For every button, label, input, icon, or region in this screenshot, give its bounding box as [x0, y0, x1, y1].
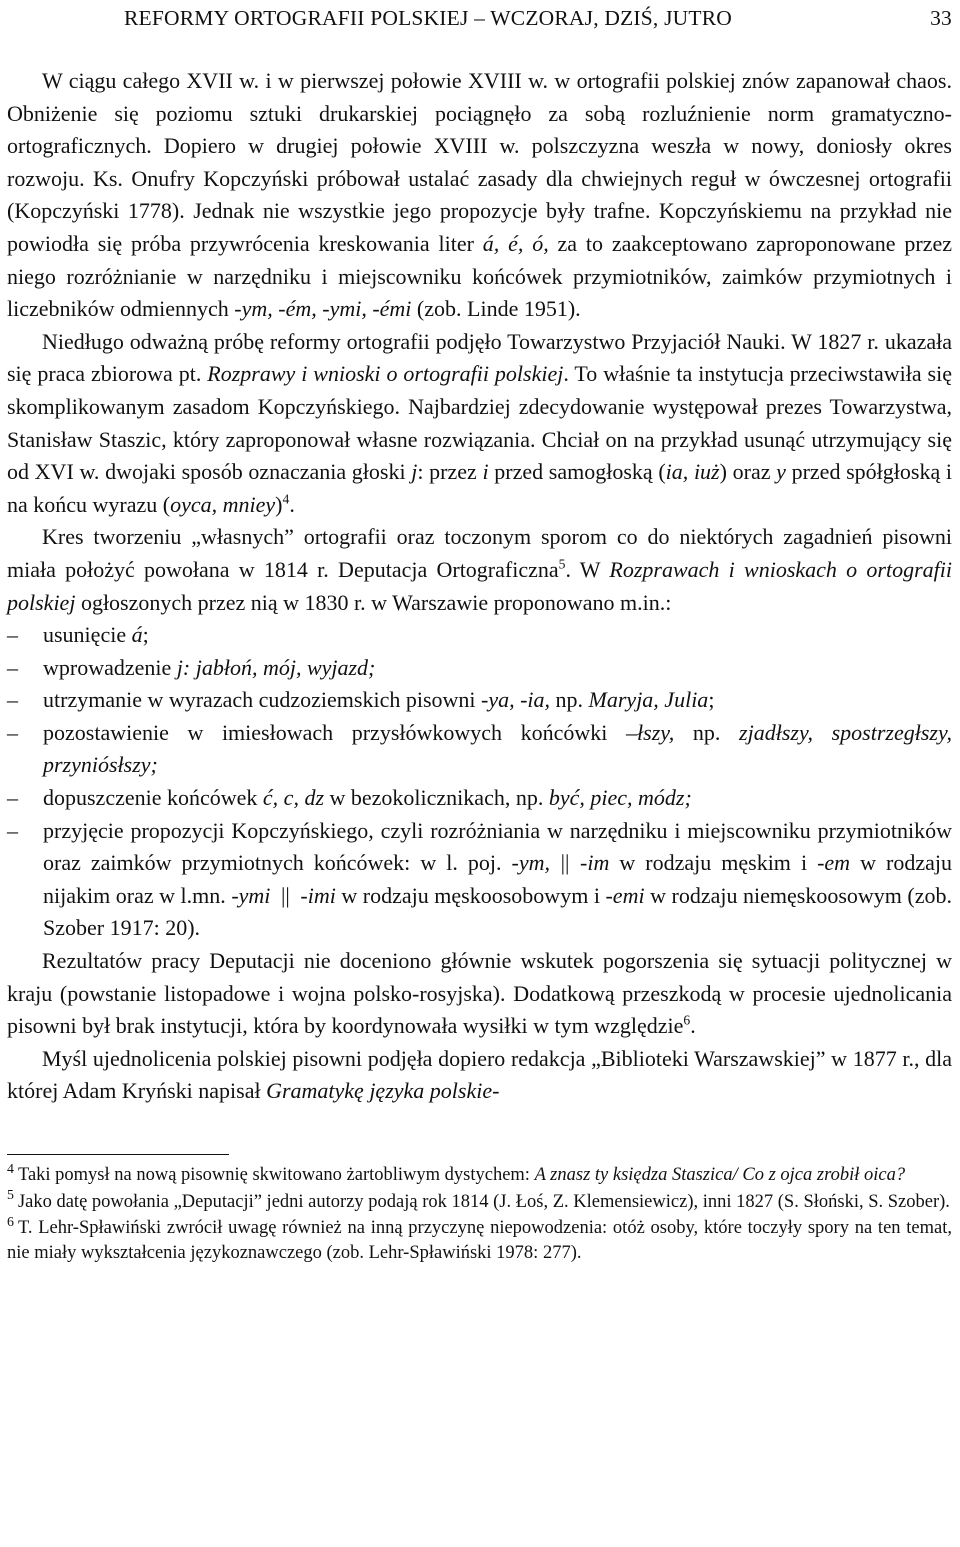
text-run: dopuszczenie końcówek	[43, 785, 263, 811]
footnote-number: 4	[7, 1161, 14, 1177]
text-run: wprowadzenie	[43, 654, 177, 680]
text-run: Taki pomysł na nową pisownię skwitowano żartobliwym dystychem:	[17, 1165, 535, 1185]
italic-run: j: jabłoń, mój, wyjazd;	[176, 654, 376, 680]
italic-run: ć, c, dz	[262, 785, 325, 811]
text-run: np.	[674, 719, 740, 745]
text-run: utrzymanie w wyrazach cudzoziemskich pisowni	[43, 687, 482, 713]
text-run: Rezultatów pracy Deputacji nie doceniono głównie wskutek pogorszenia się sytuacji politycznej w kraju (powstanie listopadowe i wojna polsko-rosyjska). Dodatkową przeszkodą w procesie ujednolicania pisowni był brak instytucji, która by koordynowała wysiłki w tym względzie	[7, 948, 952, 1039]
text-run: w rodzaju męskoosobowym i	[335, 882, 606, 908]
main-text	[7, 65, 952, 1108]
italic-run: -emi	[605, 882, 645, 908]
italic-run: á, é, ó,	[482, 230, 549, 256]
text-run: w rodzaju nijakim oraz w l.mn.	[43, 850, 952, 908]
paragraph-1	[7, 65, 952, 326]
footnote-ref-6[interactable]: 6	[683, 1012, 691, 1028]
list-item	[7, 717, 952, 782]
italic-run: –łszy,	[626, 719, 675, 745]
italic-run: Gramatykę języka polskie-	[266, 1078, 500, 1104]
text-run: T. Lehr-Spławiński zwrócił uwagę również na inną przyczynę niepowodzenia: otóż osoby, które toczyły spory na ten temat, nie miały wykształcenia językoznawczego (zob. Lehr-Spławiński 1978: 277).	[7, 1218, 952, 1263]
italic-run: Maryja, Julia	[588, 687, 709, 713]
footnotes	[7, 1163, 952, 1265]
list-item	[7, 782, 952, 815]
footnote-ref-5[interactable]: 5	[558, 556, 566, 572]
dash-bullet: –	[7, 817, 18, 843]
text-run: .	[289, 491, 295, 517]
text-run: .	[690, 1013, 696, 1039]
text-run: np.	[550, 687, 589, 713]
italic-run: y	[776, 459, 786, 485]
dash-bullet: –	[7, 687, 18, 713]
italic-run: Rozprawach i wnioskach o ortografii polskiej	[7, 556, 952, 615]
dash-bullet: –	[7, 785, 18, 811]
text-run: Myśl ujednolicenia polskiej pisowni podjęła dopiero redakcja „Biblioteki Warszawskiej” w 1877 r., dla której Adam Kryński napisał	[7, 1045, 952, 1104]
footnote-number: 5	[7, 1188, 14, 1204]
double-bar-separator: ||	[560, 850, 570, 876]
italic-run: oyca, mniey	[170, 491, 276, 517]
text-run: ;	[708, 687, 715, 713]
text-run: Niedługo odważną próbę reformy ortografii podjęło Towarzystwo Przyjaciół Nauki. W 1827 r. ukazała się praca zbiorowa pt.	[7, 328, 952, 387]
text-run: (zob. Linde 1951).	[411, 296, 581, 322]
text-run: przyjęcie propozycji Kopczyńskiego, czyli rozróżniania w narzędniku i miejscowniku przymiotników oraz zaimków przymiotnych końcówek: w l. poj.	[43, 817, 952, 876]
text-run: Kres tworzeniu „własnych” ortografii oraz toczonym sporom co do niektórych zagadnień pisowni miała położyć powołana w 1814 r. Deputacja Ortograficzna	[7, 524, 952, 582]
italic-run: -im	[580, 850, 610, 876]
footnote-5	[7, 1190, 952, 1215]
text-run: pozostawienie w imiesłowach przysłówkowych końcówki	[43, 719, 627, 745]
paragraph-2	[7, 326, 952, 522]
text-run: . W	[565, 556, 610, 582]
italic-run: -ym, -ém, -ymi, -émi	[234, 296, 412, 322]
text-run: ogłoszonych przez nią w 1830 r. w Warszawie proponowano m.in.:	[75, 589, 672, 615]
dash-bullet: –	[7, 622, 18, 648]
text-run: przed samogłoską (	[488, 459, 666, 485]
text-run: przed spółgłoską i na końcu wyrazu (	[7, 459, 953, 517]
proposals-list	[7, 619, 952, 945]
italic-run: -ya, -ia,	[481, 687, 551, 713]
italic-run: i	[482, 459, 489, 485]
running-header	[124, 6, 952, 31]
italic-run: j	[411, 459, 418, 485]
footnote-4	[7, 1163, 952, 1188]
italic-run: -ymi	[231, 882, 271, 908]
dash-bullet: –	[7, 654, 18, 680]
paragraph-5	[7, 1043, 952, 1108]
footnote-6	[7, 1216, 952, 1265]
text-run: za to zaakceptowano zaproponowane przez niego rozróżnianie w narzędniku i miejscowniku końcówek przymiotników, zaimków przymiotnych i liczebników odmiennych	[7, 230, 953, 322]
text-run: w rodzaju męskim i	[609, 850, 818, 876]
italic-run: zjadłszy, spostrzegłszy, przyniósłszy;	[43, 719, 953, 778]
italic-run: ia, iuż	[665, 459, 720, 485]
text-run: usunięcie	[43, 622, 132, 648]
page-number: 33	[930, 6, 952, 30]
text-run: W ciągu całego XVII w. i w pierwszej połowie XVIII w. w ortografii polskiej znów zapanował chaos. Obniżenie się poziomu sztuki drukarskiej pociągnęło za sobą rozluźnienie norm gramatyczno-ortograficznych. Dopiero w drugiej połowie XVIII w. polszczyzna weszła w nowy, doniosły okres rozwoju. Ks. Onufry Kopczyński próbował ustalać zasady dla chwiejnych reguł w ówczesnej ortografii (Kopczyński 1778). Jednak nie wszystkie jego propozycje były trafne. Kopczyńskiemu na przykład nie powiodła się próba przywrócenia kreskowania liter	[7, 68, 952, 256]
text-run: . To właśnie ta instytucja przeciwstawiła się skomplikowanym zasadom Kopczyńskiego. Najbardziej zdecydowanie występował prezes Towarzystwa, Stanisław Staszic, który zaproponował własne rozwiązania. Chciał on na przykład usunąć utrzymujący się od XVI w. dwojaki sposób oznaczania głoski	[7, 361, 952, 485]
italic-run: być, piec, módz;	[548, 785, 692, 811]
text-run: ;	[142, 622, 149, 648]
list-item	[7, 684, 952, 717]
text-run: w bezokolicznikach, np.	[324, 785, 549, 811]
running-title: REFORMY ORTOGRAFII POLSKIEJ – WCZORAJ, DZIŚ, JUTRO	[124, 6, 732, 30]
text-run: w rodzaju niemęskoosowym (zob. Szober 1917: 20).	[43, 882, 953, 941]
italic-run: á	[131, 622, 143, 648]
footnote-ref-4[interactable]: 4	[282, 491, 290, 507]
paragraph-4	[7, 945, 952, 1043]
italic-run: -em	[817, 850, 851, 876]
text-run: )	[275, 491, 283, 517]
list-item	[7, 652, 952, 685]
list-item	[7, 815, 952, 945]
italic-run: Rozprawy i wnioski o ortografii polskiej	[207, 361, 564, 387]
text-run: : przez	[417, 459, 483, 485]
text-run: Jako datę powołania „Deputacji” jedni autorzy podają rok 1814 (J. Łoś, Z. Klemensiewicz), inni 1827 (S. Słoński, S. Szober).	[17, 1191, 950, 1212]
italic-run: -ym,	[511, 850, 550, 876]
italic-run: -imi	[300, 882, 336, 908]
dash-bullet: –	[7, 719, 18, 745]
double-bar-separator: ||	[281, 882, 290, 908]
footnote-number: 6	[7, 1215, 14, 1231]
text-run: ) oraz	[719, 459, 777, 485]
paragraph-3	[7, 521, 952, 619]
italic-run: A znasz ty księdza Staszica/ Co z ojca zrobił oica?	[534, 1165, 906, 1185]
list-item	[7, 619, 952, 652]
footnote-separator	[7, 1154, 229, 1155]
